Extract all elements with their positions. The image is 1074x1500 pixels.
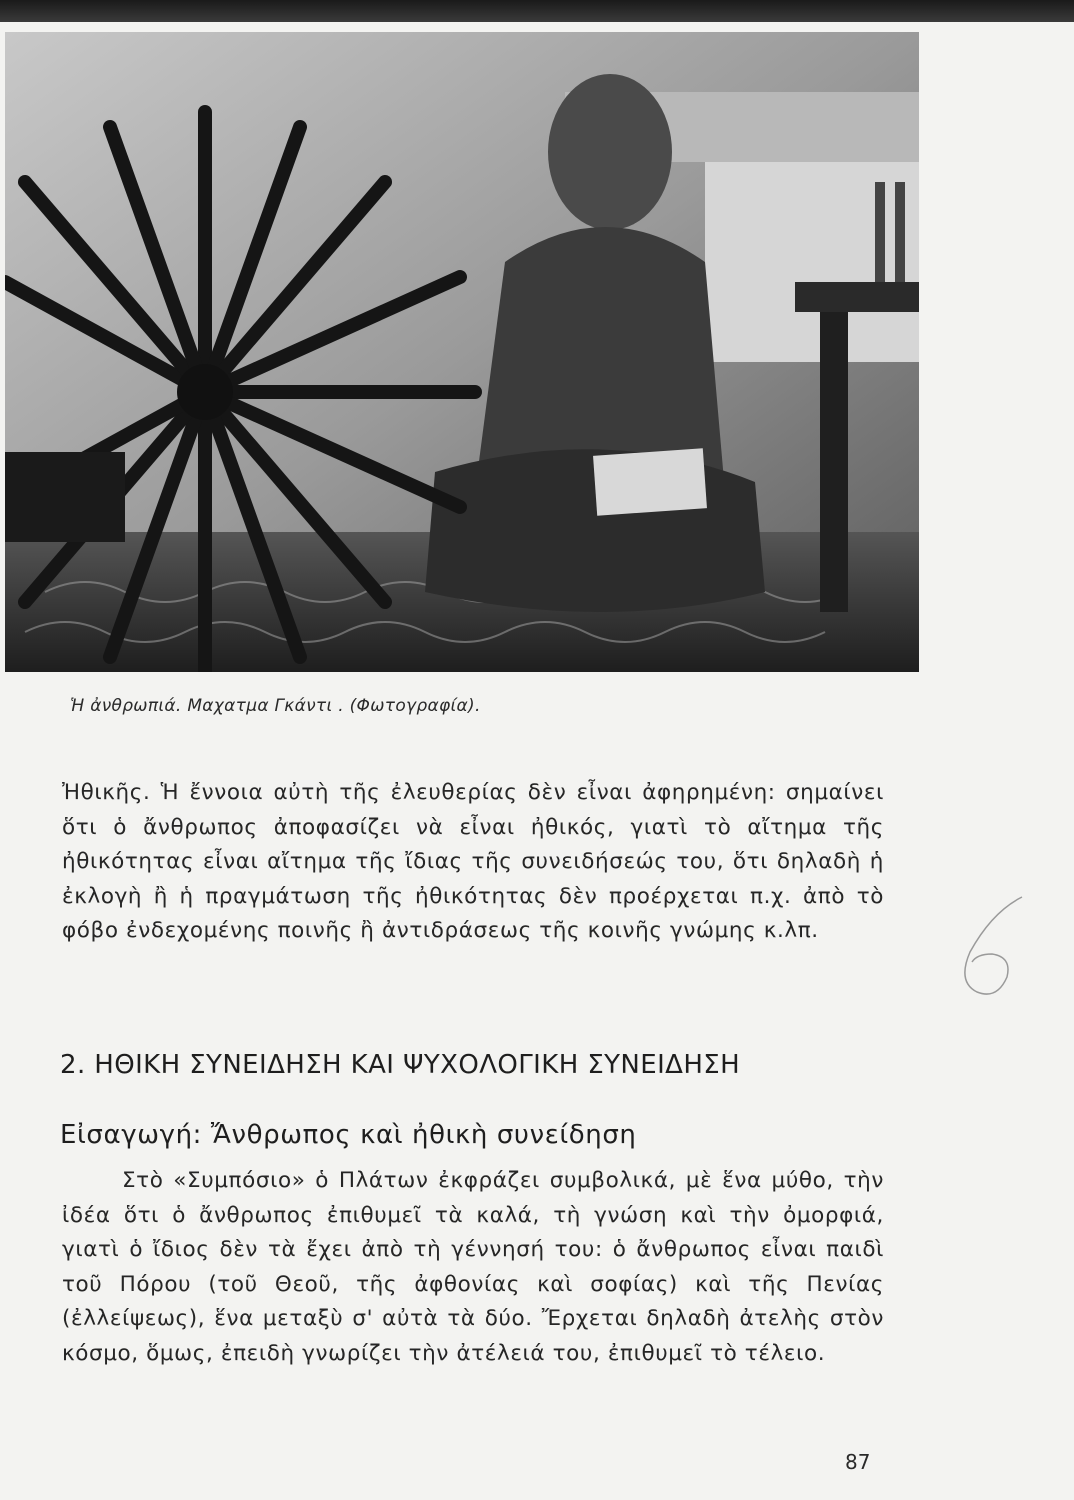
pencil-mark bbox=[952, 892, 1042, 1006]
body-paragraph-ethics: Ἠθικῆς. Ἡ ἔννοια αὐτὴ τῆς ἐλευθερίας δὲν εἶναι ἀφηρημένη: σημαίνει ὅτι ὁ ἄνθρωπος ἀποφασίζει νὰ εἶναι ἠθικός, γιατὶ τὸ αἴτημα τῆς ἠθικότητας εἶναι αἴτημα τῆς ἴδιας τῆς συνειδήσεώς του, ὅτι δηλαδὴ ἡ ἐκλογὴ ἢ ἡ πραγμάτωση τῆς ἠθικότητας δὲν προέρχεται π.χ. ἀπὸ τὸ φόβο ἐνδεχομένης ποινῆς ἢ ἀντιδράσεως τῆς κοινῆς γνώμης κ.λπ. bbox=[62, 780, 884, 943]
page-number: 87 bbox=[845, 1450, 871, 1474]
subheading: Εἰσαγωγή: Ἄνθρωπος καὶ ἠθικὴ συνείδηση bbox=[60, 1120, 637, 1150]
scan-top-edge bbox=[0, 0, 1074, 22]
body-paragraph-symposium: Στὸ «Συμπόσιο» ὁ Πλάτων ἐκφράζει συμβολικά, μὲ ἕνα μύθο, τὴν ἰδέα ὅτι ὁ ἄνθρωπος ἐπιθυμεῖ τὰ καλά, τὴ γνώση καὶ τὴν ὀμορφιά, γιατὶ ὁ ἴδιος δὲν τὰ ἔχει ἀπὸ τὴ γέννησή του: ὁ ἄνθρωπος εἶναι παιδὶ τοῦ Πόρου (τοῦ Θεοῦ, τῆς ἀφθονίας καὶ σοφίας) καὶ τῆς Πενίας (ἐλλείψεως), ἕνα μεταξὺ σ' αὐτὰ τὰ δύο. Ἔρχεται δηλαδὴ ἀτελὴς στὸν κόσμο, ὅμως, ἐπειδὴ γνωρίζει τὴν ἀτέλειά του, ἐπιθυμεῖ τὸ τέλειο. bbox=[62, 1168, 884, 1366]
section-heading: 2. ΗΘΙΚΗ ΣΥΝΕΙΔΗΣΗ ΚΑΙ ΨΥΧΟΛΟΓΙΚΗ ΣΥΝΕΙΔΗΣΗ bbox=[60, 1050, 741, 1080]
photo-caption: Ἡ ἀνθρωπιά. Μαχατμα Γκάντι . (Φωτογραφία). bbox=[70, 696, 481, 716]
gandhi-photograph bbox=[5, 32, 919, 672]
